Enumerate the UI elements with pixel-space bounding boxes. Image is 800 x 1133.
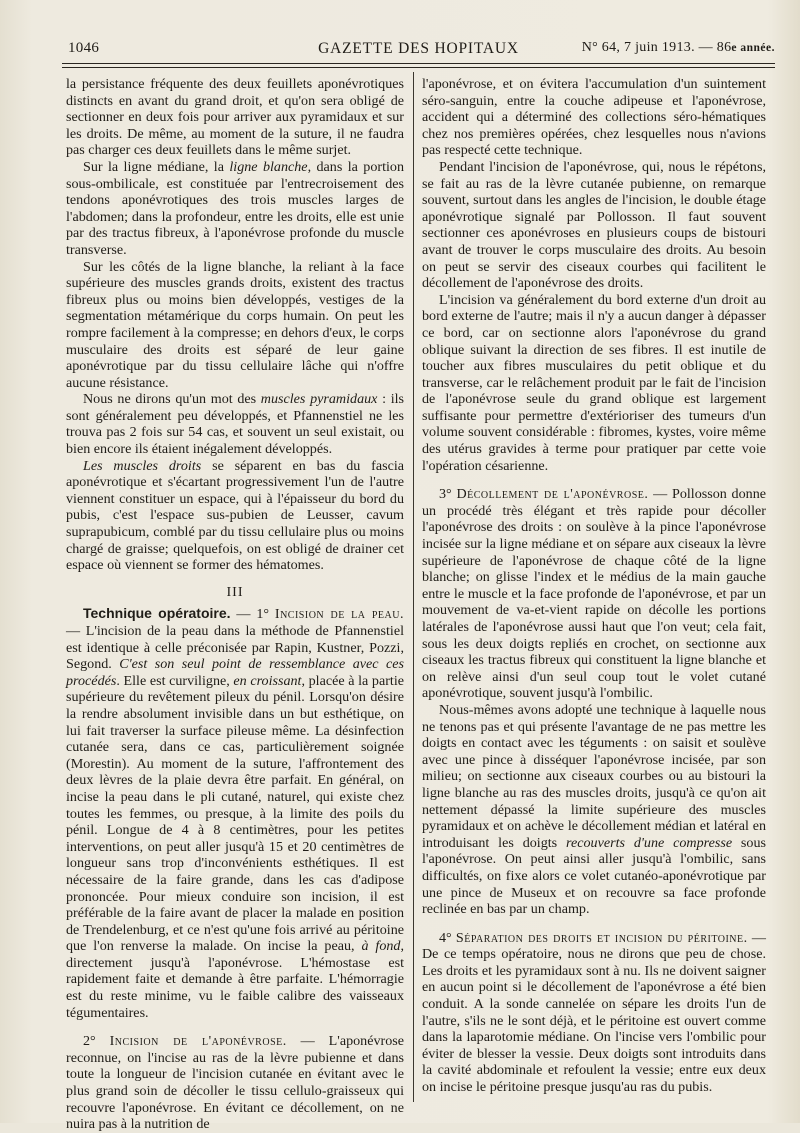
paragraph	[66, 1033, 404, 1133]
paragraph: Pendant l'incision de l'aponévrose, qui, nous le répétons, se fait au ras de la lèvre cutanée pubienne, on remarque souvent, surtout dans les angles de l'incision, le double étage aponévrotique signalé par Pollosson. Il faut souvent sectionner ces aponévroses en plusieurs coups de bistouri avant de trouver le corps musculaire des droits. Au besoin on peut se servir des ciseaux courbes qui facilitent le décollement de l'aponévrose des droits.	[422, 158, 766, 292]
italic-term: muscles pyramidaux	[260, 391, 378, 408]
text-run: — L'aponévrose reconnue, on l'incise au ras de la lèvre pubienne et dans toute la longueur de l'incision cutanée en évitant avec le plus grand soin de décoller le tissu cellulo-graisseux qui recouvre l'aponévrose. En évitant ce décollement, on ne nuira pas à la nutrition de	[66, 1033, 405, 1133]
paragraph	[66, 159, 404, 259]
page-header	[62, 38, 775, 60]
text-run: 4°	[439, 929, 456, 946]
subheading: Incision de la peau.	[274, 606, 404, 623]
issue-number-date: N° 64, 7 juin 1913. — 86	[581, 40, 732, 55]
italic-term: en croissant	[233, 672, 302, 689]
right-column	[422, 76, 766, 1096]
spacer	[422, 474, 766, 486]
paragraph: L'incision va généralement du bord externe d'un droit au bord externe de l'autre; mais il n'y a aucun danger à dépasser ce bord, car on sectionne alors l'aponévrose du grand oblique suivant la direction de ses fibres. Il est inutile de toucher aux fibres musculaires du petit oblique et du transverse, car le relâchement produit par le fait de l'incision de l'aponévrose seule du grand oblique est largement suffisante pour permettre d'extérioriser des tumeurs d'un volume souvent considérable : fibromes, kystes, voire même des utérus gravides à terme pour pratiquer par cette voie l'opération césarienne.	[422, 291, 766, 474]
page-number: 1046	[68, 40, 100, 56]
subheading: Séparation des droits et incision du péritoine.	[455, 929, 748, 946]
paragraph	[66, 605, 404, 1021]
italic-term: ligne blanche	[229, 158, 308, 175]
text-run: 2°	[83, 1033, 110, 1050]
text-run: Nous-mêmes avons adopté une technique à laquelle nous ne tenons pas et qui présente l'avantage de ne pas mettre les doigts en contact avec les téguments : on saisit et soulève avec une pince à disséquer l'aponévrose incisée, par son milieu; on sectionne aux ciseaux courbes ou au bistouri la ligne blanche au ras des muscles droits, jusqu'à ce qu'on ait nettement dépassé la limite supérieure des muscles pyramidaux et on achève le décollement médian et latéral en introduisant les doigts	[422, 701, 766, 851]
text-run: , placée à la partie supérieure du revêtement pileux du pénil. Lorsqu'on désire la rendre absolument invisible dans un but esthétique, on lui fait traverser la surface pileuse même. La désinfection cutanée sera, dans ce cas, particulièrement soignée (Morestin). Au moment de la suture, l'affrontement des deux lèvres de la plaie devra être parfait. En général, on incise la peau dans le pli cutané, naturel, qui existe chez toutes les femmes, ou presque, à la limite des poils du pénil. Longue de 4 à 8 centimètres, pour les petites interventions, on peut aller jusqu'à 15 et 20 centimètres de longueur sans trop d'inconvénients esthétiques. Il est nécessaire de la faire grande, dans les cas d'adipose prononcée. Pour mieux conduire son incision, il est préférable de la faire avant de placer la malade en position de Trendelenburg, et ce n'est qu'une fois arrivé au péritoine que l'on renverse la malade. On incise la peau,	[66, 672, 404, 955]
text-run: — De ce temps opératoire, nous ne dirons que peu de chose. Les droits et les pyramidaux sont à nu. Ils ne doivent saigner en aucun point si le décollement de l'aponévrose a été bien conduit. A la sonde cannelée on sépare les droits l'un de l'autre, s'ils ne le sont déjà, et le péritoine est ouvert comme dans la laparotomie médiane. On l'incise vers l'ombilic pour éviter de blesser la vessie. Deux doigts sont introduits dans la cavité abdominale et refoulent la vessie; entre eux deux on incise le péritoine presque jusqu'au ras du pubis.	[422, 929, 766, 1096]
paragraph	[422, 486, 766, 702]
text-run: Sur la ligne médiane, la	[83, 158, 230, 175]
paragraph: Sur les côtés de la ligne blanche, la reliant à la face supérieure des muscles grands droits, existent des tractus fibreux plus ou moins bien développés, vestiges de la segmentation métamérique du corps humain. On peut les rompre facilement à la compresse; en dehors d'eux, le corps musculaire des droits est séparé de leur gaine aponévrotique par du tissu cellulaire lâche qui n'offre aucune résistance.	[66, 258, 404, 391]
text-run: Nous ne dirons qu'un mot des	[83, 391, 261, 408]
text-run: , dans la portion sous-ombilicale, est constituée par l'entrecroisement des tendons aponévrotiques des trois muscles larges de l'abdomen; dans la profondeur, entre les droits, elle est unie par des tractus fibreux, à l'aponévrose profonde du muscle transverse.	[66, 158, 404, 258]
subheading: Décollement de l'aponévrose.	[456, 486, 649, 503]
paragraph	[422, 702, 766, 918]
spacer	[422, 918, 766, 930]
subheading: Incision de l'aponévrose.	[109, 1033, 287, 1050]
paragraph	[66, 458, 404, 574]
paragraph: la persistance fréquente des deux feuillets aponévrotiques distincts en avant du grand droit, et qu'on sera obligé de sectionner en deux fois pour arriver aux pyramidaux et sur les droits. De même, au moment de la suture, il ne faudra pas charger ces deux feuillets dans le même surjet.	[66, 76, 404, 159]
italic-term: C'est son seul point de ressemblance avec ces procédés	[66, 656, 404, 689]
spacer	[66, 1021, 404, 1033]
text-run: sous l'aponévrose. On peut ainsi aller jusqu'à l'ombilic, sans difficultés, on fixe alors ce volet cutanéo-aponévrotique par une pince de Museux et on recouvre sa face profonde reclinée en bas par un champ.	[422, 834, 766, 918]
text-run: : ils sont généralement peu développés, et Pfannenstiel ne les trouva pas 2 fois sur 54 cas, et souvent un seul existait, ou bien encore ils étaient inégalement développés.	[66, 391, 405, 458]
column-divider	[413, 72, 414, 1102]
section-heading: Technique opératoire.	[83, 605, 231, 622]
header-rule-thick	[62, 63, 775, 64]
italic-term: recouverts d'une compresse	[566, 834, 733, 851]
text-run: — Pollosson donne un procédé très élégant et très rapide pour décoller l'aponévrose des droits : on soulève à la pince l'aponévrose incisée sur la ligne médiane et on sépare aux ciseaux la lèvre supérieure de l'aponévrose de chaque côté de la ligne blanche; on glisse l'index et le médius de la main gauche entre le muscle et la face profonde de l'aponévrose, et par un mouvement de va-et-vient rapide on décolle les portions latérales de l'aponévrose aussi haut que l'on veut; cela fait, sous les deux doigts repliés en crochet, on sectionne aux ciseaux les tractus fibreux qui constituent la ligne blanche et on relève ainsi d'un seul coup tout le volet cutané aponévrotique, souvent jusqu'à l'ombilic.	[422, 486, 766, 702]
left-column	[66, 76, 404, 1133]
journal-title: GAZETTE DES HOPITAUX	[318, 40, 519, 57]
text-run: — L'incision de la peau dans la méthode de Pfannenstiel est identique à celle préconisée par Rapin, Kustner, Pozzi, Segond.	[66, 623, 404, 673]
header-rule-thin	[62, 67, 775, 68]
text-run: — 1°	[230, 606, 275, 623]
text-run: . Elle est curviligne,	[116, 672, 234, 689]
italic-term: à fond	[361, 938, 401, 955]
paragraph	[422, 930, 766, 1096]
paragraph: l'aponévrose, et on évitera l'accumulation d'un suintement séro-sanguin, entre la couche adipeuse et l'aponévrose, accident qui a déterminé des collections séro-hématiques chez nos premières opérées, chez lesquelles nous n'avions pas respecté cette technique.	[422, 76, 766, 159]
text-run: , directement jusqu'à l'aponévrose. L'hémostase est rapidement faite et demande à être parfaite. L'hémorragie est du reste minime, vu le faible calibre des vaisseaux tégumentaires.	[66, 938, 404, 1021]
issue-info	[582, 40, 775, 56]
text-run: se séparent en bas du fascia aponévrotique et s'écartant progressivement l'un de l'autre viennent constituer un espace, qui à l'épaisseur du bord du pubis, c'est l'espace sus-pubien de Leusser, cavum suprapubicum, comblé par du tissu cellulaire plus ou moins chargé de graisse; quelquefois, on est obligé de drainer cet espace où viennent se former des hématomes.	[66, 457, 404, 574]
italic-term: Les muscles droits	[83, 457, 202, 474]
text-run: 3°	[439, 486, 457, 503]
section-number: III	[226, 583, 244, 600]
paragraph	[66, 391, 404, 457]
issue-year-suffix: e année.	[731, 42, 775, 54]
